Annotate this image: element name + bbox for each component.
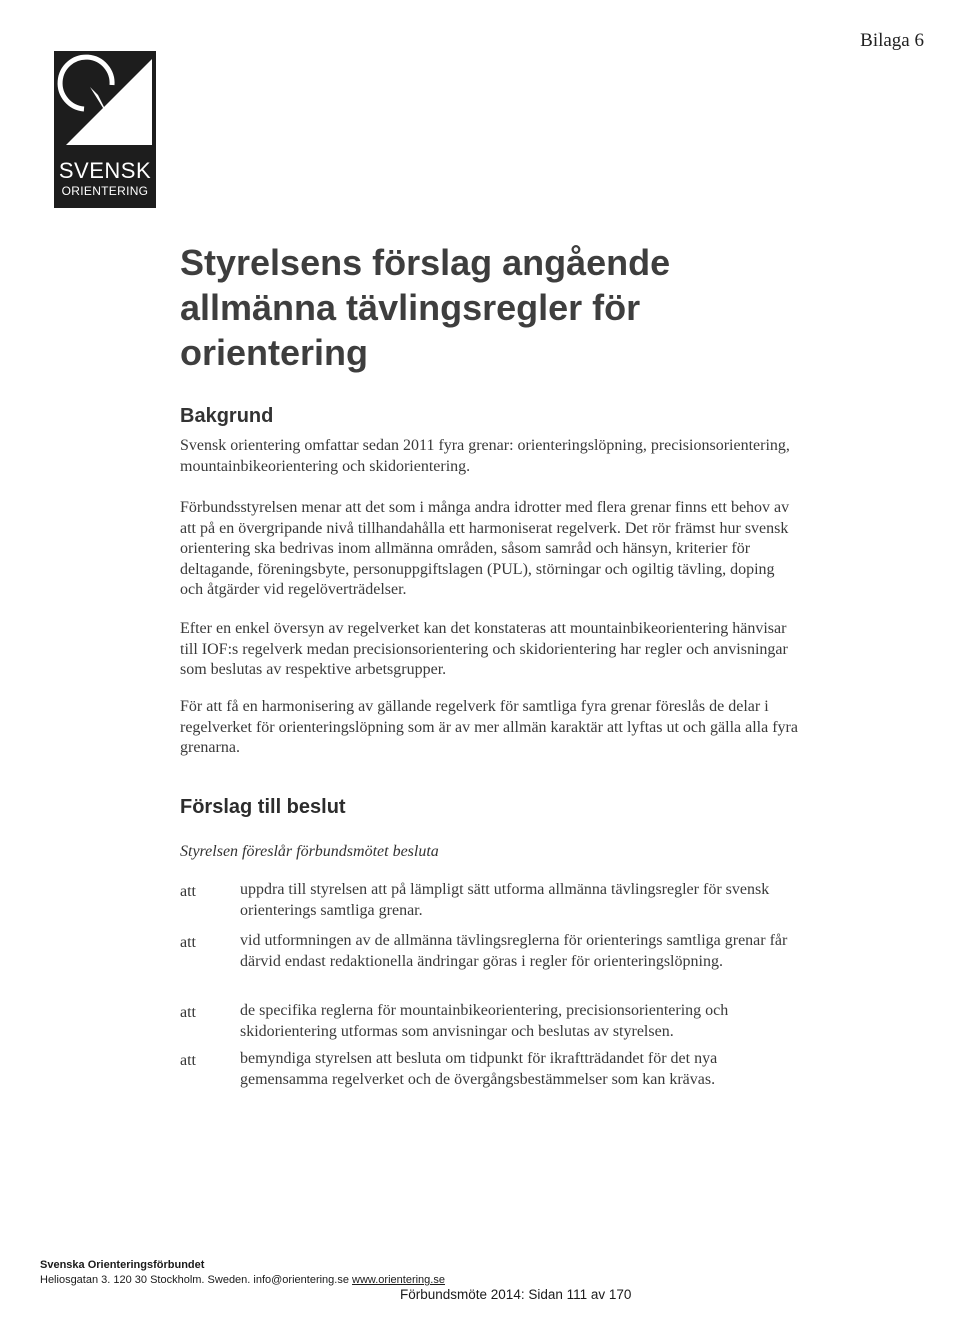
proposal-item-text: bemyndiga styrelsen att besluta om tidpunkt för ikraftträdandet för det nya gemensamma regelverket och de övergångsbestämmelser som kan krävas.: [240, 1050, 718, 1088]
proposal-item-text: de specifika reglerna för mountainbikeorientering, precisionsorientering och skidorientering utformas som anvisningar och beslutas av styrelsen.: [240, 1002, 729, 1040]
proposal-intro: Styrelsen föreslår förbundsmötet besluta: [180, 843, 439, 860]
footer-website-link[interactable]: www.orientering.se: [352, 1274, 445, 1286]
proposal-item-marker: att: [180, 883, 196, 900]
document-title: Styrelsens förslag angående allmänna tävlingsregler för orientering: [180, 242, 671, 373]
logo-line-svensk: SVENSK: [58, 158, 152, 183]
background-paragraph: För att få en harmonisering av gällande regelverk för samtliga fyra grenar föreslås de delar i regelverket för orienteringslöpning som är av mer allmän karaktär att lyftas ut och gälla alla fyra grenarna.: [180, 698, 798, 756]
background-paragraph: Efter en enkel översyn av regelverket kan det konstateras att mountainbikeorientering hänvisar till IOF:s regelverk medan precisionsorientering och skidorientering har regler och anvisningar som beslutas av respektive arbetsgrupper.: [180, 620, 788, 678]
logo-line-orientering: ORIENTERING: [61, 184, 149, 198]
background-heading: Bakgrund: [180, 405, 274, 427]
attachment-label: Bilaga 6: [860, 30, 924, 51]
proposal-item-marker: att: [180, 1052, 196, 1069]
proposal-item-text: uppdra till styrelsen att på lämpligt sätt utforma allmänna tävlingsregler för svensk orienterings samtliga grenar.: [240, 881, 770, 919]
footer-address-text: Heliosgatan 3. 120 30 Stockholm. Sweden. info@orientering.se: [40, 1274, 349, 1286]
footer-organization: Svenska Orienteringsförbundet: [40, 1259, 205, 1271]
background-paragraph: Svensk orientering omfattar sedan 2011 fyra grenar: orienteringslöpning, precisionsorientering, mountainbikeorientering och skidorientering.: [180, 437, 790, 475]
background-paragraph: Förbundsstyrelsen menar att det som i många andra idrotter med flera grenar finns ett behov av att på en övergripande nivå tillhandahålla ett harmoniserat regelverk. Det rör främst hur svensk orientering ska bedrivas inom allmänna områden, såsom samråd och hänsyn, kriterier för deltagande, föreningsbyte, personuppgiftslagen (PUL), störningar och ogiltig tävling, doping och åtgärder vid regelöverträdelser.: [180, 499, 790, 598]
proposal-item-marker: att: [180, 1004, 196, 1021]
footer-address: [40, 1274, 445, 1286]
proposal-item-marker: att: [180, 934, 196, 951]
proposal-heading: Förslag till beslut: [180, 796, 346, 818]
svensk-orientering-logo: [54, 51, 156, 208]
proposal-item-text: vid utformningen av de allmänna tävlingsreglerna för orienterings samtliga grenar får därvid endast redaktionella ändringar göras i regler för orienteringslöpning.: [240, 932, 788, 970]
footer-page-number: Förbundsmöte 2014: Sidan 111 av 170: [400, 1287, 632, 1302]
